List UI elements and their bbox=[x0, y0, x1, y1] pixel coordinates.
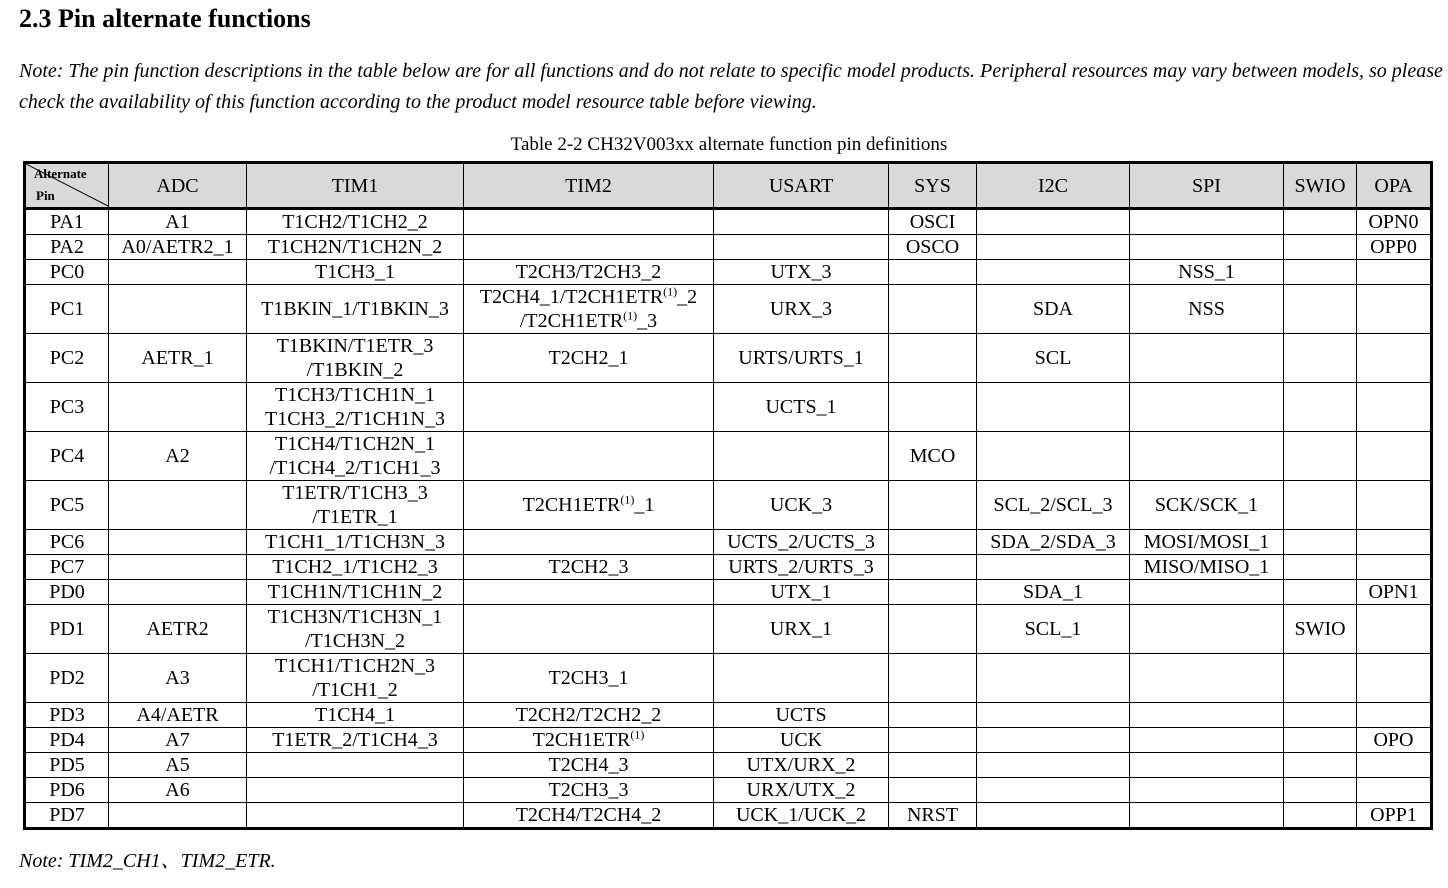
footnote-marker: (1) bbox=[620, 492, 635, 507]
function-cell bbox=[1284, 803, 1357, 829]
function-cell bbox=[1130, 580, 1284, 605]
function-cell bbox=[714, 728, 889, 753]
function-cell bbox=[1284, 235, 1357, 260]
table-row bbox=[25, 235, 1432, 260]
function-cell bbox=[977, 605, 1130, 654]
function-cell bbox=[889, 260, 977, 285]
function-cell bbox=[1130, 703, 1284, 728]
table-row bbox=[25, 728, 1432, 753]
function-cell bbox=[977, 481, 1130, 530]
function-cell bbox=[889, 481, 977, 530]
function-line: UTX/URX_2 bbox=[746, 754, 856, 776]
function-line: A6 bbox=[165, 779, 190, 801]
function-line: T1CH3/T1CH1N_1 bbox=[275, 384, 435, 406]
function-cell bbox=[889, 580, 977, 605]
function-cell bbox=[714, 778, 889, 803]
function-cell bbox=[1284, 580, 1357, 605]
function-cell bbox=[714, 334, 889, 383]
function-line: T1CH2/T1CH2_2 bbox=[282, 211, 428, 233]
function-line: A1 bbox=[165, 211, 190, 233]
function-cell bbox=[109, 753, 247, 778]
function-cell bbox=[247, 432, 464, 481]
function-cell bbox=[1130, 334, 1284, 383]
function-cell bbox=[1284, 753, 1357, 778]
table-row bbox=[25, 654, 1432, 703]
function-line: UTX_1 bbox=[770, 581, 832, 603]
function-line: T1CH3_1 bbox=[315, 261, 395, 283]
table-body bbox=[25, 209, 1432, 829]
function-line: T1CH1_1/T1CH3N_3 bbox=[265, 531, 445, 553]
function-line: OPP0 bbox=[1370, 236, 1417, 258]
column-header-tim2: TIM2 bbox=[464, 163, 714, 209]
function-cell bbox=[714, 209, 889, 235]
function-cell bbox=[1130, 530, 1284, 555]
pin-cell: PA2 bbox=[25, 235, 109, 260]
pin-cell: PD5 bbox=[25, 753, 109, 778]
function-cell bbox=[714, 260, 889, 285]
function-cell bbox=[247, 209, 464, 235]
table-row bbox=[25, 778, 1432, 803]
table-row bbox=[25, 432, 1432, 481]
function-line: UCK bbox=[779, 729, 823, 751]
function-cell bbox=[464, 530, 714, 555]
column-header-swio: SWIO bbox=[1284, 163, 1357, 209]
function-cell bbox=[1130, 605, 1284, 654]
function-line: UCTS_2/UCTS_3 bbox=[727, 531, 875, 553]
column-header-adc: ADC bbox=[109, 163, 247, 209]
function-cell bbox=[247, 334, 464, 383]
column-header-spi: SPI bbox=[1130, 163, 1284, 209]
function-cell bbox=[889, 605, 977, 654]
pin-cell: PC5 bbox=[25, 481, 109, 530]
function-line: SCL bbox=[1034, 347, 1072, 369]
function-cell bbox=[977, 334, 1130, 383]
function-cell bbox=[1130, 481, 1284, 530]
function-line: URX/UTX_2 bbox=[746, 779, 856, 801]
function-cell bbox=[1130, 209, 1284, 235]
function-line: URX_1 bbox=[769, 618, 833, 640]
function-line: AETR2 bbox=[146, 618, 209, 640]
function-line: SDA_1 bbox=[1022, 581, 1083, 603]
function-cell bbox=[889, 530, 977, 555]
function-cell bbox=[464, 235, 714, 260]
function-line: T2CH1ETR$^{(1)}$_1 bbox=[522, 492, 655, 516]
function-cell bbox=[977, 260, 1130, 285]
function-line: AETR_1 bbox=[141, 347, 214, 369]
function-line: SCL_2/SCL_3 bbox=[993, 494, 1113, 516]
table-row bbox=[25, 530, 1432, 555]
function-cell bbox=[714, 654, 889, 703]
function-line: T2CH3_3 bbox=[548, 779, 629, 801]
function-cell bbox=[1284, 260, 1357, 285]
function-line: T1CH2N/T1CH2N_2 bbox=[267, 236, 443, 258]
function-cell bbox=[247, 605, 464, 654]
function-cell bbox=[247, 753, 464, 778]
pin-cell: PD6 bbox=[25, 778, 109, 803]
function-line: /T1CH4_2/T1CH1_3 bbox=[269, 457, 441, 479]
function-cell bbox=[247, 285, 464, 334]
function-line: T2CH3/T2CH3_2 bbox=[515, 261, 662, 283]
function-cell bbox=[977, 703, 1130, 728]
function-cell bbox=[109, 555, 247, 580]
function-cell bbox=[1284, 209, 1357, 235]
function-cell bbox=[109, 334, 247, 383]
function-cell bbox=[977, 778, 1130, 803]
function-cell bbox=[109, 580, 247, 605]
function-line: NSS_1 bbox=[1178, 261, 1235, 283]
function-cell bbox=[464, 778, 714, 803]
pin-cell: PC3 bbox=[25, 383, 109, 432]
function-cell bbox=[247, 803, 464, 829]
table-header-row bbox=[25, 163, 1432, 209]
column-header-opa: OPA bbox=[1357, 163, 1432, 209]
function-line: T1CH2_1/T1CH2_3 bbox=[272, 556, 438, 578]
table-row bbox=[25, 383, 1432, 432]
function-cell bbox=[1130, 803, 1284, 829]
function-line: OSCO bbox=[905, 236, 960, 258]
function-cell bbox=[109, 432, 247, 481]
function-line: OPP1 bbox=[1370, 804, 1417, 826]
function-cell bbox=[247, 778, 464, 803]
function-cell bbox=[1284, 605, 1357, 654]
function-cell bbox=[1284, 703, 1357, 728]
function-cell bbox=[889, 555, 977, 580]
function-cell bbox=[109, 803, 247, 829]
function-line: URTS/URTS_1 bbox=[738, 347, 864, 369]
table-row bbox=[25, 555, 1432, 580]
function-line: T2CH4/T2CH4_2 bbox=[515, 804, 662, 826]
function-cell bbox=[977, 285, 1130, 334]
function-line: MOSI/MOSI_1 bbox=[1143, 531, 1270, 553]
function-cell bbox=[1284, 555, 1357, 580]
function-cell bbox=[977, 555, 1130, 580]
function-cell bbox=[714, 580, 889, 605]
function-cell bbox=[714, 481, 889, 530]
function-cell bbox=[247, 580, 464, 605]
function-line: NSS bbox=[1188, 298, 1225, 320]
function-cell bbox=[889, 432, 977, 481]
function-cell bbox=[1130, 432, 1284, 481]
function-cell bbox=[889, 753, 977, 778]
function-cell bbox=[1284, 530, 1357, 555]
function-cell bbox=[714, 605, 889, 654]
function-cell bbox=[1284, 383, 1357, 432]
function-line: SDA_2/SDA_3 bbox=[990, 531, 1116, 553]
function-cell bbox=[247, 530, 464, 555]
function-line: T2CH2_1 bbox=[548, 347, 629, 369]
function-line: T2CH3_1 bbox=[548, 667, 629, 689]
table-row bbox=[25, 334, 1432, 383]
function-cell bbox=[977, 209, 1130, 235]
table-footnote: Note: TIM2_CH1、TIM2_ETR. bbox=[19, 850, 276, 872]
function-cell bbox=[977, 728, 1130, 753]
function-cell bbox=[1357, 728, 1432, 753]
function-cell bbox=[1357, 481, 1432, 530]
function-cell bbox=[1284, 778, 1357, 803]
function-line: T2CH1ETR$^{(1)}$ bbox=[532, 727, 645, 751]
function-line: T1CH1/T1CH2N_3 bbox=[275, 655, 435, 677]
function-line: A3 bbox=[165, 667, 190, 689]
footnote-marker: (1) bbox=[623, 308, 638, 323]
function-cell bbox=[1357, 235, 1432, 260]
function-cell bbox=[977, 803, 1130, 829]
function-cell bbox=[1284, 728, 1357, 753]
table-row bbox=[25, 753, 1432, 778]
function-line: T1CH4/T1CH2N_1 bbox=[275, 433, 435, 455]
function-cell bbox=[464, 555, 714, 580]
function-line: UCTS bbox=[775, 704, 827, 726]
function-cell bbox=[714, 530, 889, 555]
function-cell bbox=[889, 778, 977, 803]
function-cell bbox=[714, 753, 889, 778]
function-cell bbox=[714, 555, 889, 580]
table-row bbox=[25, 260, 1432, 285]
function-cell bbox=[1357, 654, 1432, 703]
pin-function-table bbox=[23, 161, 1433, 830]
function-line: UCK_1/UCK_2 bbox=[735, 804, 866, 826]
pin-cell: PD0 bbox=[25, 580, 109, 605]
pin-cell: PC1 bbox=[25, 285, 109, 334]
table-row bbox=[25, 285, 1432, 334]
function-cell bbox=[1130, 728, 1284, 753]
function-cell bbox=[464, 260, 714, 285]
pin-cell: PD3 bbox=[25, 703, 109, 728]
function-line: MISO/MISO_1 bbox=[1143, 556, 1270, 578]
function-cell bbox=[714, 432, 889, 481]
function-line: T1ETR/T1CH3_3 bbox=[282, 482, 428, 504]
function-cell bbox=[1130, 285, 1284, 334]
table-row bbox=[25, 580, 1432, 605]
function-cell bbox=[109, 235, 247, 260]
column-header-usart: USART bbox=[714, 163, 889, 209]
table-caption: Table 2-2 CH32V003xx alternate function pin definitions bbox=[510, 134, 948, 155]
function-cell bbox=[1357, 555, 1432, 580]
function-line: T2CH4_3 bbox=[548, 754, 629, 776]
function-cell bbox=[247, 703, 464, 728]
function-line: T2CH2_3 bbox=[548, 556, 629, 578]
function-cell bbox=[1357, 260, 1432, 285]
function-cell bbox=[109, 383, 247, 432]
function-line: A2 bbox=[165, 445, 190, 467]
function-cell bbox=[1357, 605, 1432, 654]
function-cell bbox=[247, 728, 464, 753]
function-cell bbox=[1130, 753, 1284, 778]
function-cell bbox=[247, 235, 464, 260]
function-cell bbox=[1284, 334, 1357, 383]
function-line: /T1CH1_2 bbox=[312, 679, 398, 701]
function-cell bbox=[109, 530, 247, 555]
function-cell bbox=[464, 334, 714, 383]
section-note: Note: The pin function descriptions in the table below are for all functions and do not relate to specific model products. Peripheral resources may vary between models, so please check the availability of this function according to the product model resource table before viewing. bbox=[19, 60, 1443, 113]
function-cell bbox=[1357, 778, 1432, 803]
function-cell bbox=[1357, 580, 1432, 605]
function-cell bbox=[889, 803, 977, 829]
function-line: SWIO bbox=[1294, 618, 1346, 640]
function-line: SCL_1 bbox=[1024, 618, 1082, 640]
function-cell bbox=[464, 654, 714, 703]
function-cell bbox=[889, 285, 977, 334]
function-cell bbox=[247, 555, 464, 580]
function-cell bbox=[889, 334, 977, 383]
function-line: T1CH3_2/T1CH1N_3 bbox=[265, 408, 445, 430]
function-cell bbox=[714, 235, 889, 260]
function-line: T1BKIN/T1ETR_3 bbox=[276, 335, 434, 357]
function-cell bbox=[1130, 778, 1284, 803]
function-line: A7 bbox=[165, 729, 190, 751]
column-header-sys: SYS bbox=[889, 163, 977, 209]
function-cell bbox=[109, 481, 247, 530]
function-cell bbox=[714, 383, 889, 432]
function-line: /T1CH3N_2 bbox=[305, 630, 405, 652]
function-cell bbox=[109, 778, 247, 803]
function-cell bbox=[977, 580, 1130, 605]
function-cell bbox=[1357, 285, 1432, 334]
function-cell bbox=[464, 285, 714, 334]
function-cell bbox=[1357, 432, 1432, 481]
function-cell bbox=[977, 530, 1130, 555]
pin-cell: PC6 bbox=[25, 530, 109, 555]
pin-cell: PC0 bbox=[25, 260, 109, 285]
function-line: /T1ETR_1 bbox=[312, 506, 398, 528]
function-cell bbox=[977, 235, 1130, 260]
function-line: T1CH1N/T1CH1N_2 bbox=[267, 581, 443, 603]
function-cell bbox=[889, 728, 977, 753]
function-cell bbox=[889, 235, 977, 260]
function-cell bbox=[464, 209, 714, 235]
column-header-tim1: TIM1 bbox=[247, 163, 464, 209]
function-cell bbox=[1357, 703, 1432, 728]
corner-bottom-label: Pin bbox=[36, 188, 55, 203]
function-line: NRST bbox=[906, 804, 959, 826]
function-line: A0/AETR2_1 bbox=[121, 236, 234, 258]
function-cell bbox=[714, 285, 889, 334]
function-line: UCK_3 bbox=[769, 494, 833, 516]
column-header-i2c: I2C bbox=[977, 163, 1130, 209]
footnote-marker: (1) bbox=[663, 284, 678, 299]
function-cell bbox=[977, 432, 1130, 481]
function-cell bbox=[109, 209, 247, 235]
function-line: OPO bbox=[1373, 729, 1414, 751]
table-row bbox=[25, 481, 1432, 530]
function-line: T1ETR_2/T1CH4_3 bbox=[272, 729, 438, 751]
function-cell bbox=[464, 383, 714, 432]
function-line: UTX_3 bbox=[770, 261, 832, 283]
function-line: OPN0 bbox=[1368, 211, 1419, 233]
function-cell bbox=[464, 580, 714, 605]
function-line: UCTS_1 bbox=[765, 396, 837, 418]
function-line: SCK/SCK_1 bbox=[1154, 494, 1259, 516]
pin-cell: PD4 bbox=[25, 728, 109, 753]
function-cell bbox=[1130, 654, 1284, 703]
function-cell bbox=[1357, 753, 1432, 778]
corner-top-label: Alternate bbox=[34, 166, 87, 181]
function-line: A5 bbox=[165, 754, 190, 776]
function-cell bbox=[714, 803, 889, 829]
pin-cell: PD7 bbox=[25, 803, 109, 829]
function-line: T1CH3N/T1CH3N_1 bbox=[267, 606, 443, 628]
function-line: T1BKIN_1/T1BKIN_3 bbox=[261, 298, 449, 320]
function-cell bbox=[464, 728, 714, 753]
section-heading: 2.3 Pin alternate functions bbox=[19, 4, 311, 33]
function-line: OPN1 bbox=[1368, 581, 1419, 603]
function-cell bbox=[1357, 383, 1432, 432]
function-cell bbox=[109, 728, 247, 753]
function-cell bbox=[109, 703, 247, 728]
function-line: A4/AETR bbox=[136, 704, 219, 726]
function-cell bbox=[464, 432, 714, 481]
function-cell bbox=[977, 753, 1130, 778]
pin-cell: PD2 bbox=[25, 654, 109, 703]
function-cell bbox=[714, 703, 889, 728]
function-line: T2CH4_1/T2CH1ETR$^{(1)}$_2 bbox=[479, 284, 698, 308]
function-line: SDA bbox=[1032, 298, 1073, 320]
function-cell bbox=[1130, 555, 1284, 580]
function-cell bbox=[1130, 383, 1284, 432]
function-cell bbox=[464, 605, 714, 654]
table-row bbox=[25, 803, 1432, 829]
function-line: /T1BKIN_2 bbox=[306, 359, 404, 381]
function-cell bbox=[247, 260, 464, 285]
table-row bbox=[25, 209, 1432, 235]
function-line: T2CH2/T2CH2_2 bbox=[515, 704, 662, 726]
function-cell bbox=[464, 803, 714, 829]
table-row bbox=[25, 703, 1432, 728]
function-line: MCO bbox=[909, 445, 956, 467]
pin-cell: PC2 bbox=[25, 334, 109, 383]
function-cell bbox=[1357, 530, 1432, 555]
function-cell bbox=[464, 753, 714, 778]
function-cell bbox=[109, 260, 247, 285]
function-cell bbox=[247, 654, 464, 703]
function-cell bbox=[889, 209, 977, 235]
function-cell bbox=[1130, 260, 1284, 285]
function-cell bbox=[1284, 432, 1357, 481]
function-cell bbox=[889, 654, 977, 703]
function-cell bbox=[889, 383, 977, 432]
function-cell bbox=[1284, 285, 1357, 334]
function-line: /T2CH1ETR$^{(1)}$_3 bbox=[519, 308, 658, 332]
table-row bbox=[25, 605, 1432, 654]
function-cell bbox=[977, 654, 1130, 703]
pin-cell: PC7 bbox=[25, 555, 109, 580]
function-cell bbox=[464, 703, 714, 728]
function-line: OSCI bbox=[909, 211, 956, 233]
function-cell bbox=[109, 285, 247, 334]
function-line: URTS_2/URTS_3 bbox=[728, 556, 874, 578]
function-cell bbox=[109, 605, 247, 654]
function-cell bbox=[977, 383, 1130, 432]
corner-header bbox=[25, 163, 109, 209]
function-cell bbox=[109, 654, 247, 703]
function-cell bbox=[247, 383, 464, 432]
pin-cell: PC4 bbox=[25, 432, 109, 481]
function-line: URX_3 bbox=[769, 298, 833, 320]
function-cell bbox=[247, 481, 464, 530]
footnote-marker: (1) bbox=[630, 727, 645, 742]
function-cell bbox=[1357, 209, 1432, 235]
pin-cell: PA1 bbox=[25, 209, 109, 235]
pin-cell: PD1 bbox=[25, 605, 109, 654]
function-cell bbox=[889, 703, 977, 728]
function-cell bbox=[1130, 235, 1284, 260]
function-cell bbox=[1357, 334, 1432, 383]
function-cell bbox=[464, 481, 714, 530]
function-cell bbox=[1284, 654, 1357, 703]
function-cell bbox=[1357, 803, 1432, 829]
function-cell bbox=[1284, 481, 1357, 530]
function-line: T1CH4_1 bbox=[315, 704, 395, 726]
